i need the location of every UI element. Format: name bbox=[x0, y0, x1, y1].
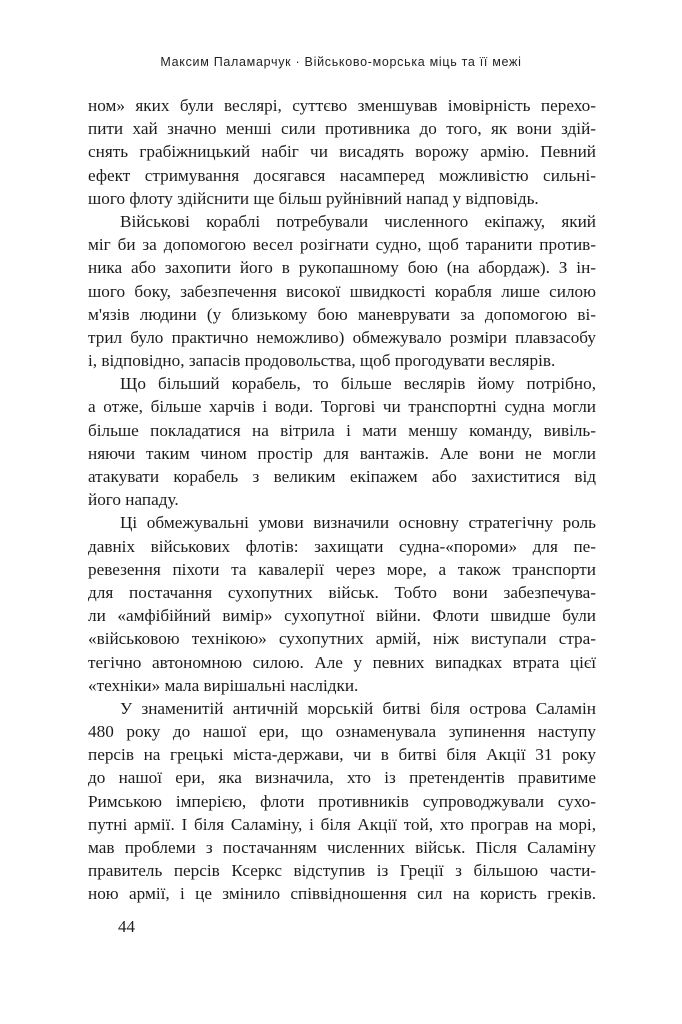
paragraph-3 bbox=[88, 372, 596, 511]
text-line: ли «амфібійний вимір» сухопутної війни. Флоти швидше були bbox=[88, 606, 596, 626]
text-line: а отже, більше харчів і води. Торгові чи транспортні судна могли bbox=[88, 397, 596, 417]
text-line: «техніки» мала вирішальні наслідки. bbox=[88, 675, 359, 695]
text-line: міг би за допомогою весел розігнати судно, щоб таранити против- bbox=[88, 235, 596, 255]
text-line: персів на грецькі міста-держави, чи в битві біля Акції 31 року bbox=[88, 745, 596, 765]
text-line: Ці обмежувальні умови визначили основну стратегічну роль bbox=[120, 513, 596, 533]
text-line: ном» яких були веслярі, суттєво зменшував імовірність перехо- bbox=[88, 96, 596, 115]
text-line: Що більший корабель, то більше веслярів йому потрібно, bbox=[120, 374, 596, 394]
text-line: Римською імперією, флоти противників супроводжували сухо- bbox=[88, 791, 596, 811]
paragraph-2 bbox=[88, 210, 596, 372]
text-line: пити хай значно менші сили противника до того, як вони здій- bbox=[88, 119, 596, 139]
text-line: атакувати корабель з великим екіпажем або захиститися від bbox=[88, 467, 596, 486]
text-line: трил було практично неможливо) обмежувало розміри плавзасобу bbox=[88, 327, 596, 347]
text-line: його нападу. bbox=[88, 490, 179, 510]
text-line: ною армії, і це змінило співвідношення сил на користь греків. bbox=[88, 884, 596, 904]
text-line: Військові кораблі потребували численного екіпажу, який bbox=[120, 211, 596, 231]
paragraph-4 bbox=[88, 511, 596, 697]
text-line: няючи таким чином простір для вантажів. Але вони не могли bbox=[88, 443, 596, 463]
text-line: «військовою технікою» сухопутних армій, ніж виступали стра- bbox=[88, 629, 596, 649]
text-line: шого флоту здійснити ще більш руйнівний напад у відповідь. bbox=[88, 188, 539, 208]
text-line: путні армії. І біля Саламіну, і біля Акції той, хто програв на морі, bbox=[88, 814, 596, 834]
text-line: більше покладатися на вітрила і мати меншу команду, вивіль- bbox=[88, 420, 596, 440]
text-line: для постачання сухопутних військ. Тобто вони забезпечува- bbox=[88, 582, 596, 602]
running-header: Максим Паламарчук · Військово-морська міць та її межі bbox=[160, 55, 522, 69]
text-line: ефект стримування досягався насамперед можливістю сильні- bbox=[88, 165, 596, 185]
text-line: м'язів людини (у близькому бою маневрувати за допомогою ві- bbox=[88, 304, 596, 324]
text-line: шого боку, забезпечення високої швидкості корабля лише силою bbox=[88, 281, 596, 301]
text-line: до нашої ери, яка визначила, хто із претендентів правитиме bbox=[88, 768, 596, 788]
text-line: і, відповідно, запасів продовольства, щоб прогодувати веслярів. bbox=[88, 351, 556, 371]
text-line: снять грабіжницький набіг чи висадять ворожу армію. Певний bbox=[88, 142, 596, 162]
text-line: мав проблеми з постачанням численних військ. Після Саламіну bbox=[88, 838, 596, 857]
text-line: тегічно автономною силою. Але у певних випадках втрата цієї bbox=[88, 652, 596, 672]
text-line: ника або захопити його в рукопашному бою (на абордаж). З ін- bbox=[88, 258, 596, 278]
text-line: 480 року до нашої ери, що ознаменувала зупинення наступу bbox=[88, 722, 596, 742]
text-line: У знаменитій античній морській битві біля острова Саламін bbox=[120, 698, 596, 718]
text-line: правитель персів Ксеркс відступив із Греції з більшою части- bbox=[88, 861, 596, 881]
page-number: 44 bbox=[118, 917, 135, 936]
paragraph-1 bbox=[88, 94, 596, 210]
body-text bbox=[88, 94, 596, 906]
text-line: ревезення піхоти та кавалерії через море, а також транспорти bbox=[88, 559, 596, 579]
paragraph-5 bbox=[88, 697, 596, 906]
text-line: давніх військових флотів: захищати судна-«пороми» для пе- bbox=[88, 536, 596, 556]
